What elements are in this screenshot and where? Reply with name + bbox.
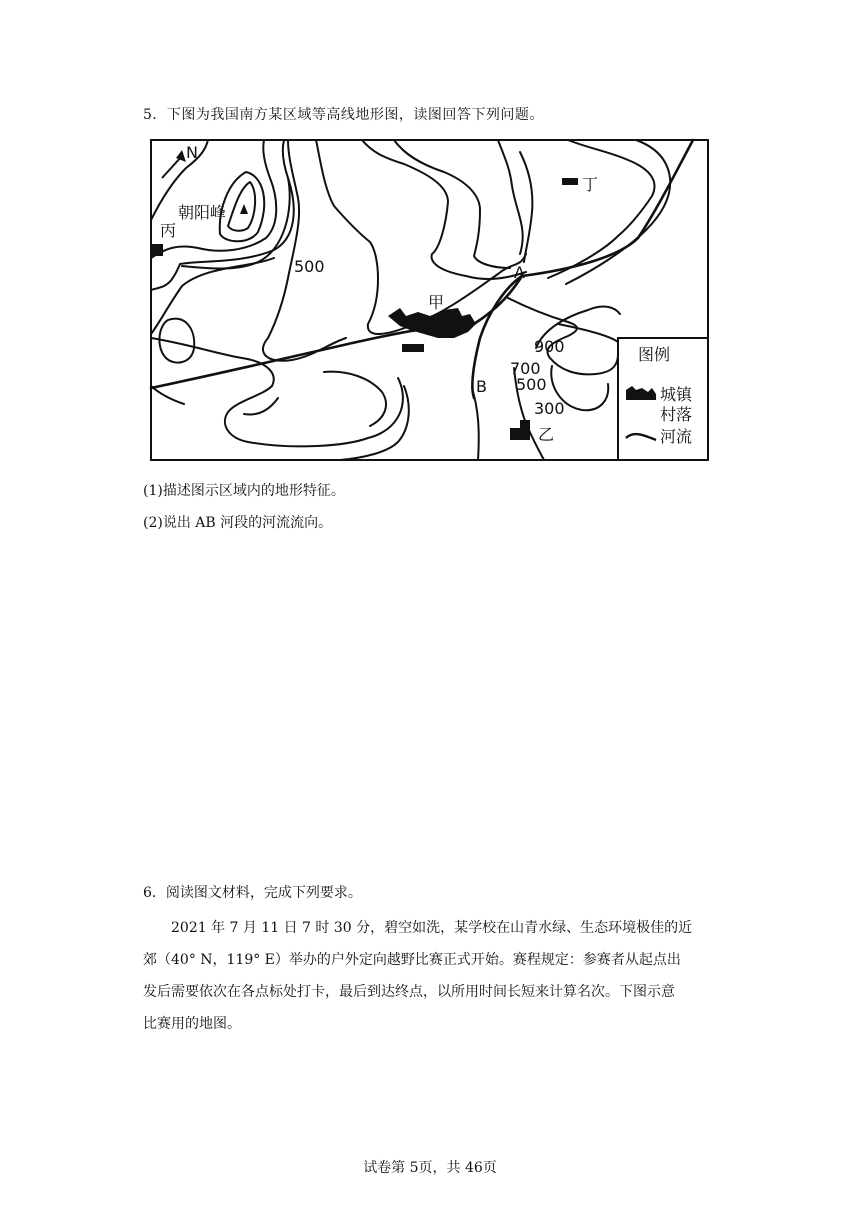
- legend-river: 河流: [660, 427, 693, 446]
- material-line: 郊（40° N，119° E）举办的户外定向越野比赛正式开始。赛程规定：参赛者从起点出: [143, 952, 681, 968]
- point-b: B: [476, 377, 487, 396]
- label-bing: 丙: [160, 221, 177, 240]
- material-line: 2021 年 7 月 11 日 7 时 30 分，碧空如洗，某学校在山青水绿、生态环境极佳的近: [143, 920, 693, 936]
- label-ding: 丁: [582, 175, 599, 194]
- peak-label: 朝阳峰: [178, 203, 227, 222]
- material-line: 发后需要依次在各点标处打卡，最后到达终点，以所用时间长短来计算名次。下图示意: [143, 984, 675, 1000]
- page-footer: 试卷第 5页，共 46页: [363, 1160, 497, 1176]
- question-6-title: 6．阅读图文材料，完成下列要求。: [143, 885, 362, 901]
- material-line: 比赛用的地图。: [143, 1016, 241, 1032]
- label-yi: 乙: [538, 425, 555, 444]
- contour-map: [148, 138, 711, 463]
- legend-village: 村落: [660, 405, 693, 424]
- village-bing-icon: [151, 244, 163, 256]
- contour-label-900: 900: [534, 337, 565, 356]
- sub-question-1: (1)描述图示区域内的地形特征。: [143, 483, 345, 499]
- village-icon: [402, 344, 424, 352]
- label-jia: 甲: [428, 293, 445, 312]
- sub-question-2: (2)说出 AB 河段的河流流向。: [143, 515, 333, 531]
- contour-label-300: 300: [534, 399, 565, 418]
- map-legend: [618, 338, 708, 460]
- question-5-title: 5．下图为我国南方某区域等高线地形图，读图回答下列问题。: [143, 107, 544, 123]
- svg-text:N: N: [186, 143, 198, 162]
- legend-title: 图例: [638, 345, 671, 364]
- question-6-material: [143, 912, 723, 1040]
- contour-label-500-right: 500: [516, 375, 547, 394]
- contour-label-500-left: 500: [294, 257, 325, 276]
- legend-town: 城镇: [660, 385, 693, 404]
- village-ding-icon: [562, 178, 578, 185]
- contour-label-700: 700: [510, 359, 541, 378]
- point-a: A: [514, 263, 525, 282]
